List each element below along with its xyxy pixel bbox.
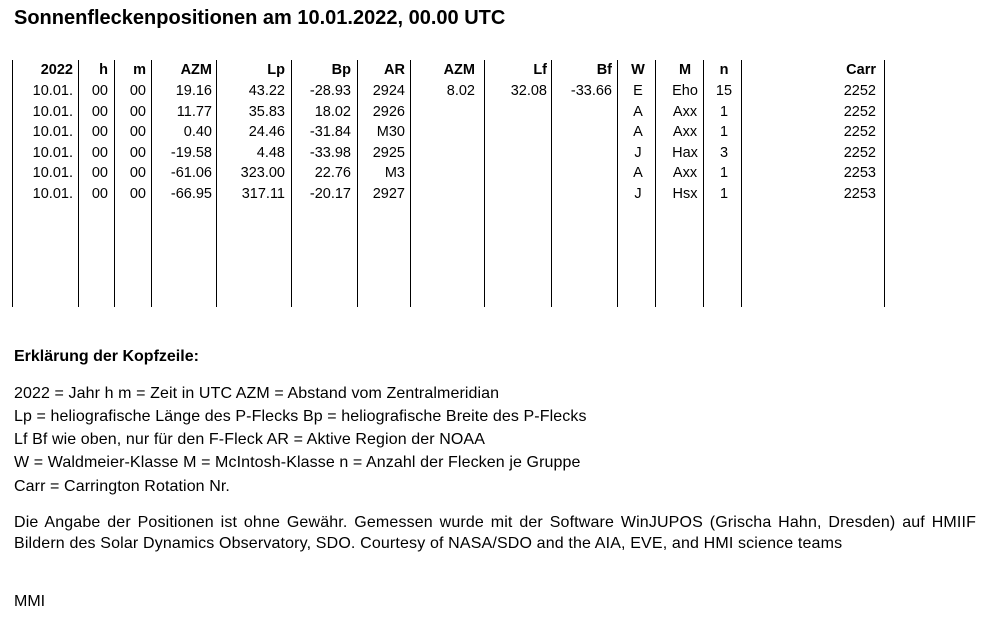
table-cell: 10.01.: [32, 165, 73, 182]
table-cell: 00: [91, 83, 108, 99]
table-header-cell: M: [678, 62, 692, 78]
table-cell: J: [634, 144, 642, 161]
table-cell: -61.06: [170, 165, 212, 182]
table-header-cell: Bp: [331, 62, 351, 78]
table-header-cell: AZM: [443, 62, 475, 78]
table-header-cell: h: [99, 62, 108, 78]
table-cell: J: [634, 186, 642, 202]
table-cell: 10.01.: [32, 103, 73, 120]
legend-line: Carr = Carrington Rotation Nr.: [14, 478, 230, 495]
table-cell: 2253: [843, 186, 876, 202]
table-cell: 2927: [372, 186, 405, 202]
table-cell: 18.02: [314, 103, 351, 120]
table-cell: 43.22: [248, 83, 285, 99]
table-cell: 323.00: [240, 165, 285, 182]
table-cell: M30: [376, 124, 405, 141]
table-cell: 19.16: [175, 83, 212, 99]
table-cell: 2252: [843, 103, 876, 120]
table-cell: 00: [129, 83, 146, 99]
table-cell: 35.83: [248, 103, 285, 120]
table-cell: 1: [719, 124, 729, 141]
signature: MMI: [14, 593, 46, 610]
table-header-cell: Carr: [846, 62, 876, 78]
table-cell: 24.46: [248, 124, 285, 141]
table-cell: 15: [715, 83, 733, 99]
table-header-cell: m: [133, 62, 146, 78]
table-cell: Hsx: [672, 186, 698, 202]
table-cell: -31.84: [309, 124, 351, 141]
table-cell: 1: [719, 103, 729, 120]
table-cell: Axx: [672, 103, 698, 120]
legend-title: Erklärung der Kopfzeile:: [14, 348, 199, 365]
table-cell: A: [633, 103, 643, 120]
table-cell: Axx: [672, 165, 698, 182]
table-cell: 32.08: [510, 83, 547, 99]
table-cell: 00: [91, 124, 108, 141]
legend-line: Lp = heliografische Länge des P-Flecks Bp = heliografische Breite des P-Flecks: [14, 408, 587, 425]
table-cell: 2252: [843, 124, 876, 141]
table-cell: 00: [129, 144, 146, 161]
table-cell: -66.95: [170, 186, 212, 202]
table-cell: A: [633, 124, 643, 141]
table-cell: 00: [91, 165, 108, 182]
table-cell: 00: [129, 124, 146, 141]
table-cell: 2252: [843, 83, 876, 99]
table-cell: 10.01.: [32, 144, 73, 161]
table-cell: 2926: [372, 103, 405, 120]
table-header-cell: W: [631, 62, 645, 78]
table-cell: 4.48: [256, 144, 285, 161]
table-cell: M3: [384, 165, 405, 182]
table-cell: 2252: [843, 144, 876, 161]
table-cell: -28.93: [309, 83, 351, 99]
table-cell: 2924: [372, 83, 405, 99]
table-cell: Eho: [672, 83, 698, 99]
table-cell: 2253: [843, 165, 876, 182]
table-header-cell: Lf: [533, 62, 547, 78]
disclaimer-text: Die Angabe der Positionen ist ohne Gewähr. Gemessen wurde mit der Software WinJUPOS (Grischa Hahn, Dresden) auf HMIIF Bildern des Solar Dynamics Observatory, SDO. Courtesy of NASA/SDO and the AIA, EVE, and HMI science teams: [14, 514, 976, 552]
table-header-cell: 2022: [40, 62, 73, 78]
table-cell: 0.40: [183, 124, 212, 141]
table-cell: A: [633, 165, 643, 182]
table-cell: Hax: [672, 144, 698, 161]
legend-line: W = Waldmeier-Klasse M = McIntosh-Klasse n = Anzahl der Flecken je Gruppe: [14, 454, 581, 471]
table-cell: 10.01.: [32, 83, 73, 99]
table-cell: Axx: [672, 124, 698, 141]
table-cell: 1: [719, 186, 729, 202]
table-cell: 00: [129, 165, 146, 182]
table-cell: 22.76: [314, 165, 351, 182]
table-cell: 10.01.: [32, 186, 73, 202]
table-cell: 00: [91, 144, 108, 161]
table-cell: 3: [719, 144, 729, 161]
table-header-cell: Bf: [596, 62, 612, 78]
table-column-divider: [884, 60, 885, 307]
table-cell: 317.11: [241, 186, 285, 202]
table-cell: -19.58: [170, 144, 212, 161]
table-cell: 00: [91, 186, 108, 202]
table-cell: -33.66: [570, 83, 612, 99]
table-cell: 00: [91, 103, 108, 120]
table-header-cell: Lp: [267, 62, 285, 78]
legend-line: 2022 = Jahr h m = Zeit in UTC AZM = Abstand vom Zentralmeridian: [14, 385, 500, 402]
table-cell: -33.98: [309, 144, 351, 161]
table-cell: 10.01.: [32, 124, 73, 141]
table-cell: 11.77: [176, 103, 212, 120]
table-cell: 00: [129, 103, 146, 120]
table-cell: 00: [129, 186, 146, 202]
legend-line: Lf Bf wie oben, nur für den F-Fleck AR = Aktive Region der NOAA: [14, 431, 485, 448]
table-cell: 1: [719, 165, 729, 182]
table-header-cell: AR: [384, 62, 405, 78]
table-header-cell: n: [719, 62, 729, 78]
table-cell: 2925: [372, 144, 405, 161]
table-header-cell: AZM: [180, 62, 212, 78]
table-cell: 8.02: [446, 83, 475, 99]
table-cell: -20.17: [309, 186, 351, 202]
table-cell: E: [633, 83, 643, 99]
page-title: Sonnenfleckenpositionen am 10.01.2022, 00.00 UTC: [14, 7, 506, 29]
